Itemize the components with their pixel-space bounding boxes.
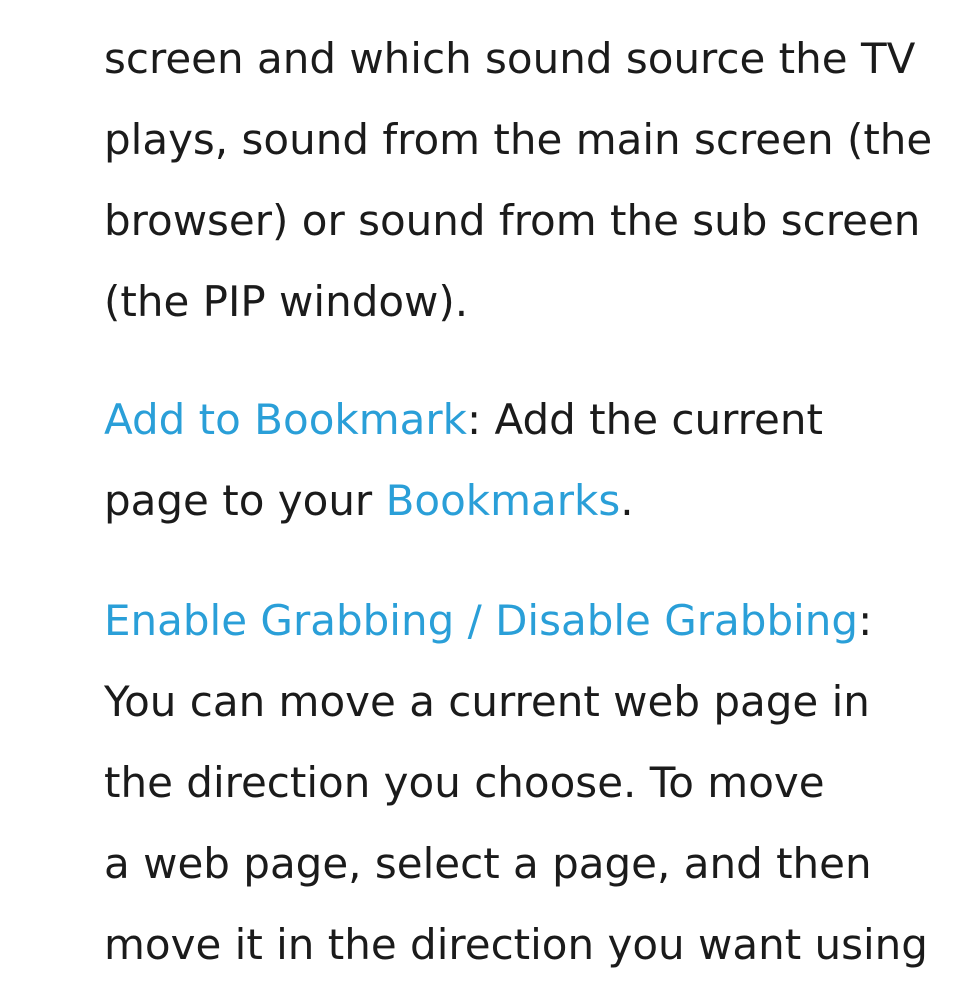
bookmarks-term: Bookmarks (385, 476, 621, 525)
bookmark-line-suffix: . (620, 476, 634, 525)
paragraph-add-to-bookmark (104, 379, 823, 541)
text-line: You can move a current web page in (104, 677, 870, 726)
text-line: browser) or sound from the sub screen (104, 196, 921, 245)
text-line: a web page, select a page, and then (104, 839, 872, 888)
add-to-bookmark-description: : Add the current (466, 395, 823, 444)
grabbing-term: Enable Grabbing / Disable Grabbing (104, 596, 859, 645)
text-line: plays, sound from the main screen (the (104, 115, 933, 164)
text-line: the direction you choose. To move (104, 758, 825, 807)
text-line (104, 580, 928, 661)
grabbing-colon: : (858, 596, 873, 645)
paragraph-grabbing (104, 580, 928, 985)
bookmark-line-prefix: page to your (104, 476, 386, 525)
text-line (104, 379, 823, 460)
text-line: screen and which sound source the TV (104, 34, 916, 83)
text-line (104, 460, 823, 541)
text-line: (the PIP window). (104, 277, 469, 326)
text-line: move it in the direction you want using (104, 920, 928, 969)
paragraph-sound-source (104, 18, 932, 342)
add-to-bookmark-term: Add to Bookmark (104, 395, 467, 444)
